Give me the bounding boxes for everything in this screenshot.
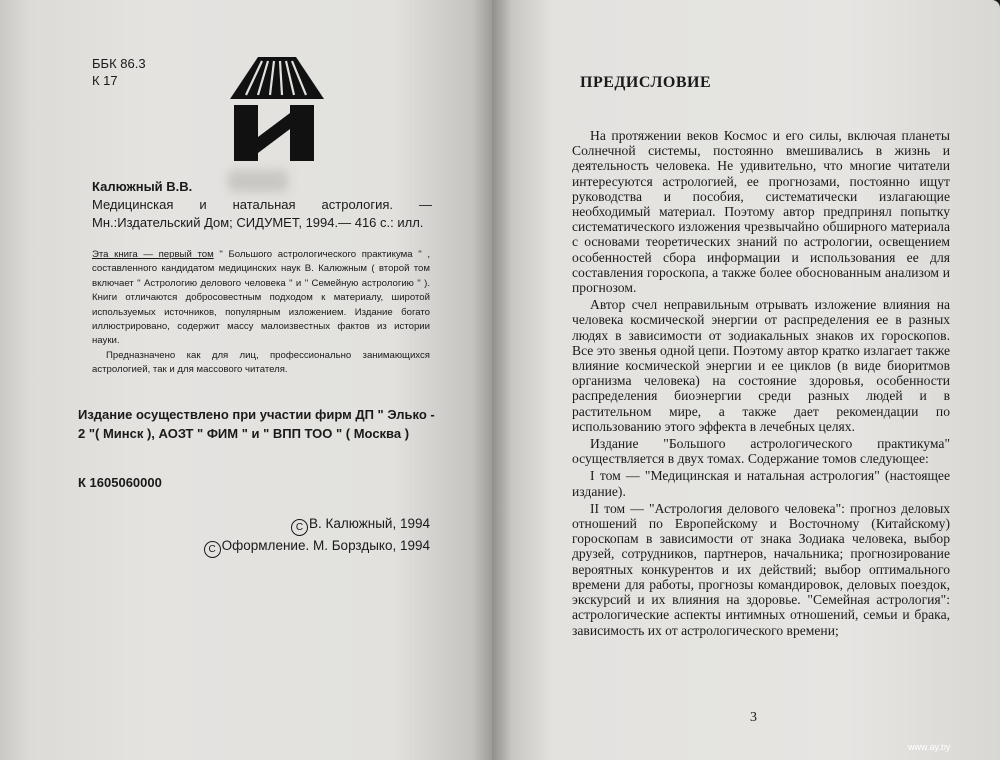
- annotation-audience: Предназначено как для лиц, профессионально занимающихся астрологией, так и для массового читателя.: [92, 349, 430, 376]
- classification-codes: [92, 55, 146, 89]
- underlined-phrase: Эта книга — первый том: [92, 249, 214, 260]
- right-page: [492, 0, 1000, 760]
- preface-paragraph: На протяжении веков Космос и его силы, включая планеты Солнечной системы, постоянно вмешивались в жизнь и деятельность человека. Не удивительно, что многие читатели интересуются астрологией, ее прогнозами, постоянно ищут руководства и пособия, систематически излагающие необходимый материал. Поэтому автор предпринял попытку систематического изложения чрезвычайно обширного материала с основами теоретических знаний по астрологии, освещением особенностей сбора информации и использования ее для составления гороскопа, а также более обоснованным анализом и прогнозом.: [572, 128, 950, 296]
- copyright-line: C Оформление. М. Борздыко, 1994: [160, 536, 430, 558]
- isbn-code: К 1605060000: [78, 475, 162, 490]
- copyright-line: C В. Калюжный, 1994: [160, 514, 430, 536]
- preface-paragraph: II том — "Астрология делового человека": прогноз деловых отношений по Европейскому и Восточному (Китайскому) гороскопам в зависимости от знака Зодиака человека, выбор друзей, сотрудников, партнеров, начальника; прогнозирование вероятных конкурентов и их действий; выбор оптимального времени для работы, прогнозы командировок, деловых поездок, экскурсий и их влияния на здоровье. "Семейная астрология": астрологические аспекты интимных отношений, семьи и брака, зависимость их от астрологического времени;: [572, 500, 950, 638]
- copyright-icon: C: [204, 541, 221, 558]
- bibliographic-record: [92, 178, 432, 232]
- author-name: Калюжный В.В.: [92, 179, 193, 194]
- publisher-note: Издание осуществлено при участии фирм ДП " Элько - 2 "( Минск ), АОЗТ " ФИМ " и " ВПП ТОО " ( Москва ): [78, 407, 435, 441]
- preface-paragraph: I том — "Медицинская и натальная астрология" (настоящее издание).: [572, 468, 950, 499]
- annotation-paragraph: Эта книга — первый том " Большого астрологического практикума " , составленного кандидатом медицинских наук В. Калюжным ( второй том включает " Астрологию делового человека " и " Семейную астрологию " ). Книги отличаются добросовестным подходом к материалу, широтой используемых источников, популярным изложением. Издание богато иллюстрировано, содержит массу малоизвестных фактов из истории науки.: [92, 249, 430, 347]
- annotation: [92, 248, 430, 378]
- copyright-icon: C: [291, 519, 308, 536]
- page-number: 3: [750, 710, 757, 725]
- chapter-title: ПРЕДИСЛОВИЕ: [580, 74, 712, 91]
- preface-paragraph: Издание "Большого астрологического практикума" осуществляется в двух томах. Содержание томов следующее:: [572, 436, 950, 467]
- author-mark: К 17: [92, 73, 118, 88]
- copyright-block: [160, 514, 430, 558]
- left-page: [0, 0, 492, 760]
- publisher-logo: [228, 55, 326, 165]
- book-title-line: Медицинская и натальная астрология. — Мн.:Издательский Дом; СИДУМЕТ, 1994.— 416 с.: илл.: [92, 197, 432, 230]
- bbk-code: ББК 86.3: [92, 56, 146, 71]
- preface-paragraph: Автор счел неправильным отрывать изложение влияния на человека космической энергии от распределения ее в разных людях в зависимости от зодиакальных знаков их гороскопов. Все это звенья одной цепи. Поэтому автор кратко излагает также влияние космической энергии и ее циклов (в виде биоритмов организма человека) на состояние здоровья, особенности распределения биоэнергии среди разных людей и в растительном мире, а также дает рекомендации по использованию этого эффекта в лечебных целях.: [572, 297, 950, 434]
- preface-text: [572, 128, 950, 640]
- watermark: www.ay.by: [908, 742, 951, 752]
